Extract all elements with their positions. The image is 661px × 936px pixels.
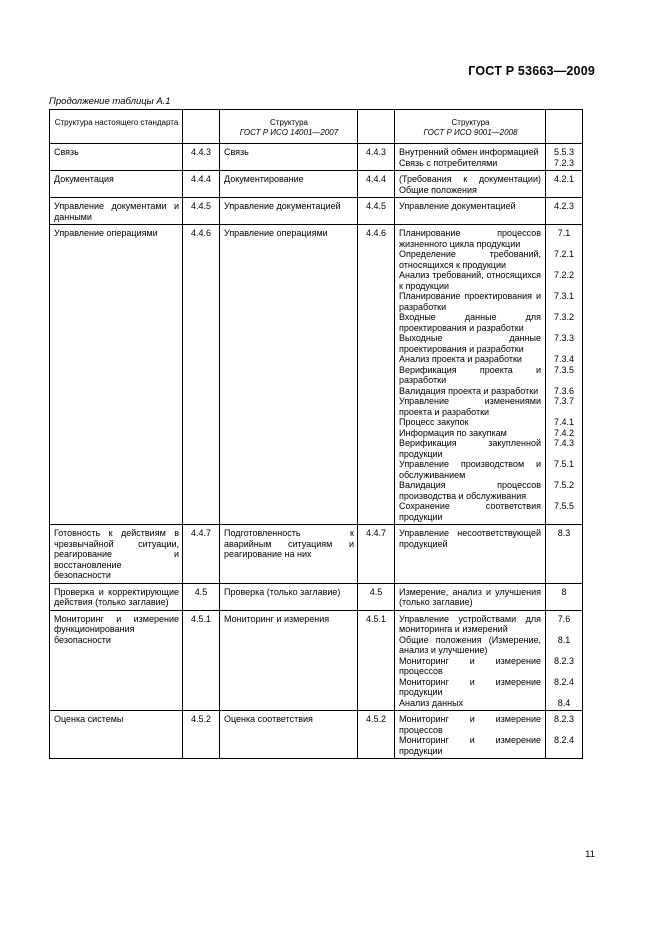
gost-9001-number: 7.5.2	[553, 480, 575, 490]
page-number: 11	[585, 849, 595, 860]
gost-9001-numbers	[546, 144, 583, 171]
gost-9001-clauses	[395, 711, 546, 759]
header-gost-14001	[220, 110, 358, 144]
gost-9001-clauses	[395, 144, 546, 171]
table-row	[50, 171, 583, 198]
gost-9001-numbers	[546, 583, 583, 610]
gost-9001-number: 8.2.3	[553, 655, 575, 666]
gost-14001-number: 4.5.1	[358, 610, 395, 711]
gost-9001-clause: Измерение, анализ и улучшения (только заглавие)	[399, 586, 541, 607]
gost-14001-number: 4.5	[358, 583, 395, 610]
this-standard-number: 4.4.4	[183, 171, 220, 198]
gost-14001-clause: Проверка (только заглавие)	[220, 583, 358, 610]
document-code: ГОСТ Р 53663—2009	[468, 64, 595, 78]
gost-9001-clause: Верификация проекта и разработки	[399, 364, 541, 385]
gost-14001-clause: Оценка соответствия	[220, 711, 358, 759]
gost-9001-number: 8.2.3	[553, 714, 575, 724]
gost-9001-clause: Анализ проекта и разработки	[399, 354, 522, 364]
gost-9001-clause: Анализ данных	[399, 697, 464, 708]
this-standard-number: 4.4.3	[183, 144, 220, 171]
table-row	[50, 583, 583, 610]
this-standard-clause: Мониторинг и измерение функционирования безопасности	[50, 610, 183, 711]
gost-9001-number: 8.4	[557, 697, 571, 708]
gost-9001-clauses	[395, 525, 546, 584]
this-standard-clause: Связь	[50, 144, 183, 171]
gost-9001-clause: Мониторинг и измерение продукции	[399, 676, 541, 697]
gost-9001-clauses	[395, 583, 546, 610]
gost-14001-number: 4.4.5	[358, 198, 395, 225]
header-empty-3	[546, 110, 583, 144]
gost-9001-number: 4.2.1	[553, 174, 575, 184]
this-standard-number: 4.4.7	[183, 525, 220, 584]
header-empty-1	[183, 110, 220, 144]
table-row	[50, 525, 583, 584]
gost-9001-clauses	[395, 225, 546, 525]
gost-9001-clauses	[395, 610, 546, 711]
gost-9001-clause: Планирование проектирования и разработки	[399, 291, 541, 312]
gost-9001-number: 7.2.2	[553, 270, 575, 280]
gost-14001-clause: Управление документацией	[220, 198, 358, 225]
gost-9001-clause: Процесс закупок	[399, 417, 469, 427]
gost-9001-number: 7.3.7	[553, 396, 575, 406]
gost-9001-clause: Выходные данные проектирования и разработки	[399, 333, 541, 354]
gost-9001-number: 7.5.5	[553, 501, 575, 511]
gost-9001-clause: Планирование процессов жизненного цикла продукции	[399, 228, 541, 249]
gost-9001-number: 8.2.4	[553, 676, 575, 687]
gost-9001-number: 7.2.3	[553, 157, 575, 168]
gost-14001-clause: Мониторинг и измерения	[220, 610, 358, 711]
gost-9001-number: 4.2.3	[553, 201, 575, 211]
gost-9001-number: 8.1	[557, 634, 571, 645]
gost-14001-clause: Подготовленность к аварийным ситуациям и реагирование на них	[220, 525, 358, 584]
gost-9001-clause: Валидация проекта и разработки	[399, 385, 539, 396]
gost-9001-numbers	[546, 711, 583, 759]
gost-9001-number: 7.5.1	[553, 459, 575, 469]
gost-9001-number: 7.3.1	[553, 291, 575, 301]
gost-9001-clauses	[395, 198, 546, 225]
gost-9001-numbers	[546, 225, 583, 525]
gost-14001-number: 4.5.2	[358, 711, 395, 759]
gost-9001-number: 7.3.2	[553, 312, 575, 322]
this-standard-clause: Управление документами и данными	[50, 198, 183, 225]
gost-9001-number: 7.2.1	[553, 249, 575, 259]
this-standard-number: 4.5.1	[183, 610, 220, 711]
gost-9001-clause: Мониторинг и измерение продукции	[399, 735, 541, 756]
table-row	[50, 225, 583, 525]
this-standard-number: 4.5	[183, 583, 220, 610]
gost-9001-numbers	[546, 171, 583, 198]
gost-9001-number: 7.3.5	[553, 364, 575, 375]
gost-14001-clause: Связь	[220, 144, 358, 171]
gost-9001-clause: Связь с потребителями	[399, 157, 498, 168]
this-standard-clause: Оценка системы	[50, 711, 183, 759]
gost-9001-number: 7.4.2	[553, 427, 575, 438]
gost-14001-number: 4.4.6	[358, 225, 395, 525]
gost-9001-clause: Определение требований, относящихся к продукции	[399, 249, 541, 270]
gost-9001-clause: Управление устройствами для мониторинга и измерений	[399, 613, 541, 634]
gost-9001-number: 7.3.3	[553, 333, 575, 343]
gost-9001-clause: Верификация закупленной продукции	[399, 438, 541, 459]
gost-9001-number: 7.3.4	[553, 354, 575, 364]
table-row	[50, 144, 583, 171]
gost-9001-number: 5.5.3	[553, 147, 575, 157]
gost-14001-clause: Управление операциями	[220, 225, 358, 525]
header-standard-code: ГОСТ Р ИСО 9001—2008	[423, 127, 518, 137]
gost-9001-clause: Общие положения (Измерение, анализ и улучшение)	[399, 634, 541, 655]
gost-9001-clauses	[395, 171, 546, 198]
gost-9001-clause: (Требования к документации) Общие положения	[399, 174, 541, 195]
this-standard-clause: Документация	[50, 171, 183, 198]
gost-9001-clause: Управление производством и обслуживанием	[399, 459, 541, 480]
gost-9001-number: 8	[561, 586, 567, 597]
gost-9001-clause: Валидация процессов производства и обслуживания	[399, 480, 541, 501]
header-gost-9001	[395, 110, 546, 144]
gost-9001-clause: Внутренний обмен информацией	[399, 147, 539, 157]
this-standard-number: 4.4.6	[183, 225, 220, 525]
gost-9001-clause: Управление изменениями проекта и разработки	[399, 396, 541, 417]
table-row	[50, 711, 583, 759]
gost-9001-number: 7.3.6	[553, 385, 575, 396]
gost-9001-clause: Управление несоответствующей продукцией	[399, 528, 541, 549]
gost-9001-clause: Входные данные для проектирования и разработки	[399, 312, 541, 333]
gost-14001-number: 4.4.4	[358, 171, 395, 198]
this-standard-number: 4.4.5	[183, 198, 220, 225]
gost-14001-number: 4.4.3	[358, 144, 395, 171]
gost-9001-clause: Сохранение соответствия продукции	[399, 501, 541, 522]
gost-9001-clause: Управление документацией	[399, 201, 516, 211]
gost-9001-numbers	[546, 198, 583, 225]
correspondence-table	[49, 109, 583, 759]
table-row	[50, 610, 583, 711]
header-structure-label: Структура	[270, 118, 308, 127]
header-empty-2	[358, 110, 395, 144]
gost-14001-clause: Документирование	[220, 171, 358, 198]
gost-9001-clause: Мониторинг и измерение процессов	[399, 714, 541, 735]
this-standard-number: 4.5.2	[183, 711, 220, 759]
gost-9001-clause: Мониторинг и измерение процессов	[399, 655, 541, 676]
gost-9001-numbers	[546, 610, 583, 711]
gost-9001-number: 7.4.1	[553, 417, 575, 427]
gost-9001-clause: Информация по закупкам	[399, 427, 507, 438]
header-this-standard: Структура настоящего стандарта	[50, 110, 183, 144]
gost-9001-number: 7.6	[557, 613, 571, 624]
gost-9001-number: 8.3	[557, 528, 571, 538]
gost-14001-number: 4.4.7	[358, 525, 395, 584]
gost-9001-number: 7.1	[557, 228, 571, 238]
table-caption: Продолжение таблицы А.1	[49, 96, 171, 107]
gost-9001-numbers	[546, 525, 583, 584]
header-structure-label: Структура	[451, 118, 490, 127]
this-standard-clause: Управление операциями	[50, 225, 183, 525]
this-standard-clause: Проверка и корректирующие действия (только заглавие)	[50, 583, 183, 610]
table-header-row	[50, 110, 583, 144]
gost-9001-clause: Анализ требований, относящихся к продукции	[399, 270, 541, 291]
this-standard-clause: Готовность к действиям в чрезвычайной ситуации, реагирование и восстановление безопасности	[50, 525, 183, 584]
table-row	[50, 198, 583, 225]
gost-9001-number: 7.4.3	[553, 438, 575, 448]
header-standard-code: ГОСТ Р ИСО 14001—2007	[239, 127, 339, 137]
gost-9001-number: 8.2.4	[553, 735, 575, 745]
